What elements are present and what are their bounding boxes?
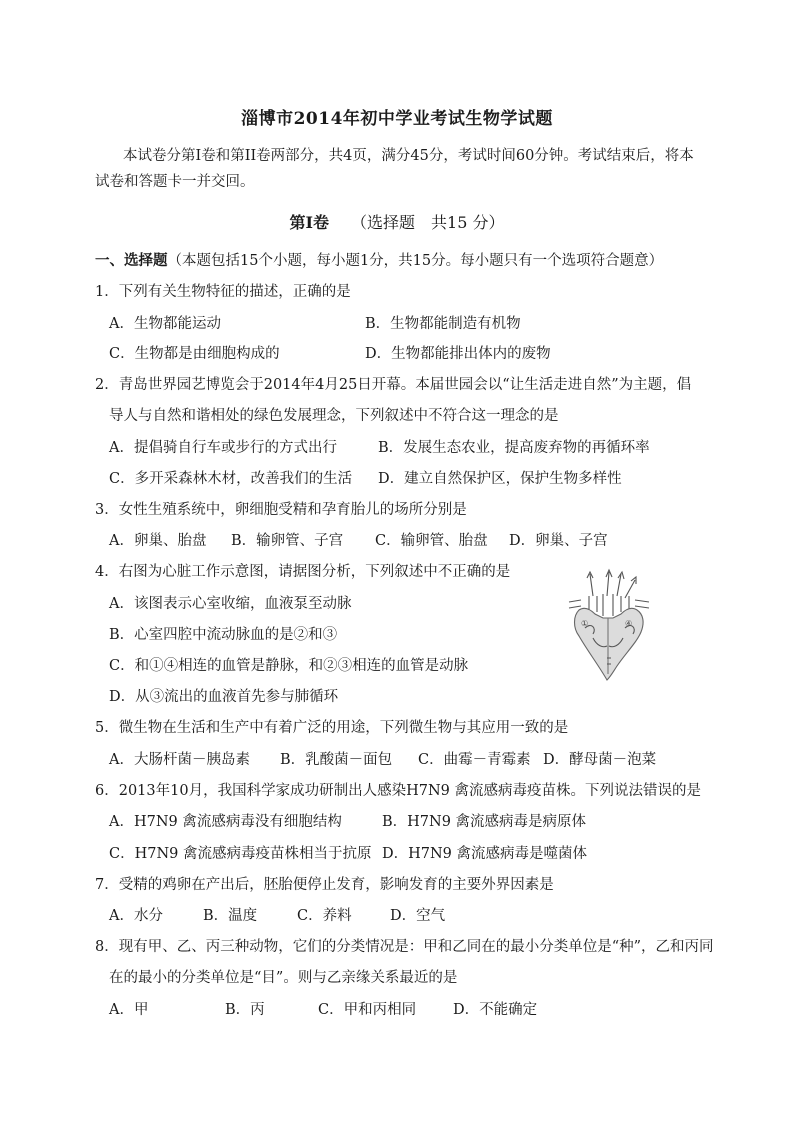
intro-line-1: 本试卷分第I卷和第II卷两部分，共4页，满分45分，考试时间60分钟。考试结束后，将本: [123, 148, 694, 164]
part-one-heading: [0, 210, 794, 233]
question-3-option-b: B．输卵管、子宫: [231, 533, 344, 549]
question-5-option-d: D．酵母菌－泡菜: [543, 752, 657, 768]
question-2-stem-line-1: 2．青岛世界园艺博览会于2014年4月25日开幕。本届世园会以“让生活走进自然”为主题，倡: [95, 377, 692, 393]
question-2-stem-line-2: 导人与自然和谐相处的绿色发展理念，下列叙述中不符合这一理念的是: [109, 408, 559, 424]
question-2-option-d: D．建立自然保护区，保护生物多样性: [378, 471, 622, 487]
heart-diagram-image: [563, 566, 655, 686]
question-2-option-a: A．提倡骑自行车或步行的方式出行: [109, 440, 337, 456]
intro-line-2: 试卷和答题卡一并交回。: [95, 174, 255, 190]
question-1-option-c: C．生物都是由细胞构成的: [109, 346, 280, 362]
question-8-option-d: D．不能确定: [453, 1002, 538, 1018]
question-3-option-d: D．卵巢、子宫: [509, 533, 608, 549]
exam-title: 淄博市2014年初中学业考试生物学试题: [241, 109, 553, 129]
arrow-line-2: [607, 572, 609, 596]
right-vessel: [635, 600, 649, 608]
question-4-stem: 4．右图为心脏工作示意图，请据图分析，下列叙述中不正确的是: [95, 564, 511, 580]
question-5-option-c: C．曲霉－青霉素: [418, 752, 531, 768]
question-6-option-a: A．H7N9 禽流感病毒没有细胞结构: [109, 814, 342, 830]
question-5-option-a: A．大肠杆菌－胰岛素: [109, 752, 250, 768]
left-vessel: [569, 600, 581, 608]
question-1-option-b: B．生物都能制造有机物: [365, 316, 521, 332]
question-1-option-a: A．生物都能运动: [109, 316, 221, 332]
part-one-label: 第I卷: [289, 213, 330, 232]
question-7-option-b: B．温度: [203, 908, 258, 924]
section-heading: [95, 249, 663, 270]
question-4-option-d: D．从③流出的血液首先参与肺循环: [109, 689, 339, 705]
heart-diagram: [563, 566, 655, 686]
question-3-option-c: C．输卵管、胎盘: [375, 533, 488, 549]
question-3-stem: 3．女性生殖系统中，卵细胞受精和孕育胎儿的场所分别是: [95, 502, 467, 518]
question-1-option-d: D．生物都能排出体内的废物: [365, 346, 551, 362]
question-6-option-b: B．H7N9 禽流感病毒是病原体: [382, 814, 587, 830]
question-7-option-c: C．养料: [297, 908, 352, 924]
question-7-stem: 7．受精的鸡卵在产出后，胚胎便停止发育，影响发育的主要外界因素是: [95, 877, 554, 893]
question-6-stem: 6．2013年10月，我国科学家成功研制出人感染H7N9 禽流感病毒疫苗株。下列说法错误的是: [95, 783, 701, 799]
part-one-desc: （选择题 共15 分）: [351, 213, 505, 232]
question-5-stem: 5．微生物在生活和生产中有着广泛的用途，下列微生物与其应用一致的是: [95, 720, 569, 736]
question-7-option-d: D．空气: [390, 908, 446, 924]
question-5-option-b: B．乳酸菌－面包: [280, 752, 393, 768]
section-label: 一、选择题: [95, 252, 168, 269]
question-2-option-b: B．发展生态农业，提高废弃物的再循环率: [378, 440, 650, 456]
question-3-option-a: A．卵巢、胎盘: [109, 533, 207, 549]
heart-label-4: ④: [625, 619, 633, 628]
arrow-line-4: [625, 580, 635, 598]
question-8-option-c: C．甲和丙相同: [318, 1002, 417, 1018]
question-6-option-c: C．H7N9 禽流感病毒疫苗株相当于抗原: [109, 846, 372, 862]
question-1-stem: 1．下列有关生物特征的描述，正确的是: [95, 284, 351, 300]
question-8-option-a: A．甲: [109, 1002, 149, 1018]
question-4-option-b: B．心室四腔中流动脉血的是②和③: [109, 627, 338, 643]
exam-intro: [95, 143, 715, 195]
question-2-option-c: C．多开采森林木材，改善我们的生活: [109, 471, 353, 487]
question-7-option-a: A．水分: [109, 908, 163, 924]
question-4-option-c: C．和①④相连的血管是静脉，和②③相连的血管是动脉: [109, 658, 469, 674]
question-8-stem-line-1: 8．现有甲、乙、丙三种动物，它们的分类情况是：甲和乙同在的最小分类单位是“种”，乙和丙同: [95, 939, 714, 955]
question-8-option-b: B．丙: [225, 1002, 265, 1018]
section-desc: （本题包括15个小题，每小题1分，共15分。每小题只有一个选项符合题意）: [167, 253, 664, 269]
heart-label-1: ①: [581, 619, 589, 628]
question-4-option-a: A．该图表示心室收缩，血液泵至动脉: [109, 596, 352, 612]
question-8-stem-line-2: 在的最小的分类单位是“目”。则与乙亲缘关系最近的是: [109, 970, 458, 986]
question-6-option-d: D．H7N9 禽流感病毒是噬菌体: [382, 846, 588, 862]
